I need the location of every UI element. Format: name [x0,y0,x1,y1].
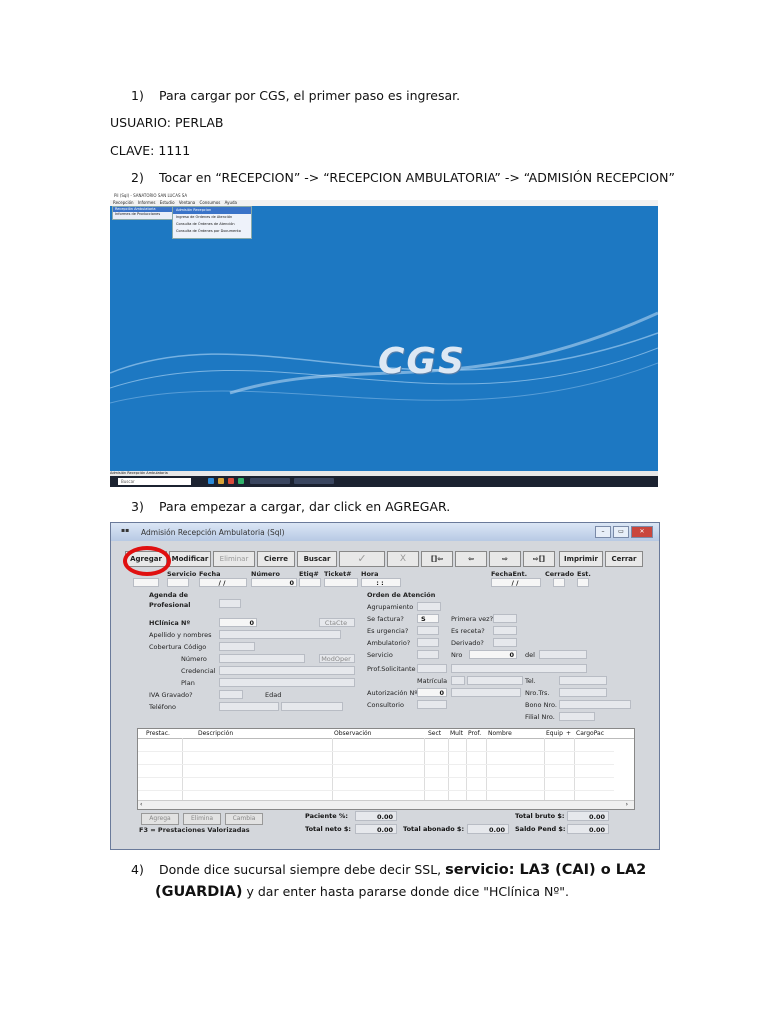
menu-item-consulta-ordenes[interactable]: Consulta de Órdenes de Atención [176,222,235,226]
autorizacion-field[interactable]: 0 [417,688,447,697]
cobertura-label: Cobertura Código [149,643,207,651]
servicio-ord-label: Servicio [367,651,393,659]
hclinica-field[interactable]: 0 [219,618,257,627]
col-prof: Prof. [468,730,482,737]
agrupamiento-field[interactable] [417,602,441,611]
agregar-highlight-circle [123,546,171,576]
sefactura-field[interactable]: S [417,614,439,623]
last-record-icon[interactable]: ⇨[] [523,551,555,567]
autorizacion-field-2[interactable] [451,688,521,697]
tel-label: Tel. [525,677,536,685]
step-text-b: servicio: LA3 (CAI) o LA2 [445,862,647,878]
step-text-a: Donde dice sucursal siempre debe decir SSL, [158,862,446,877]
col-sect: Sect [428,730,442,737]
fecha-field[interactable]: / / [199,578,247,587]
totalbruto-value: 0.00 [567,811,609,821]
urgencia-label: Es urgencia? [367,627,409,635]
derivado-label: Derivado? [451,639,484,647]
step-text: Para cargar por CGS, el primer paso es ingresar. [158,88,461,103]
bono-field[interactable] [559,700,631,709]
ticket-field[interactable] [324,578,358,587]
menu-item-ingreso-ordenes[interactable]: Ingreso de Ordenes de Atención [176,215,233,219]
cobertura-field[interactable] [219,642,255,651]
grid-divider [466,738,467,801]
admision-window-screenshot [110,522,660,850]
taskbar-search[interactable]: Buscar [118,478,191,485]
window-titlebar [110,193,658,200]
apellido-label: Apellido y nombres [149,631,212,639]
derivado-field[interactable] [493,638,517,647]
confirm-icon[interactable]: ✓ [339,551,385,567]
window-controls [593,526,653,538]
sefactura-label: Se factura? [367,615,404,623]
step-2 [131,170,675,185]
saldo-label: Saldo Pend $: [515,825,566,833]
filial-field[interactable] [559,712,595,721]
cerrar-button[interactable]: Cerrar [605,551,643,567]
step-number: 2) [131,170,144,185]
clave-line: CLAVE: 1111 [110,143,191,158]
prof-solicitante-label: Prof.Solicitante [367,665,416,673]
profesional-label: Profesional [149,601,191,609]
orden-atencion-label: Orden de Atención [367,591,436,599]
matricula-field[interactable] [451,676,465,685]
cerrado-label: Cerrado [545,570,575,578]
hora-label: Hora [361,570,379,578]
grid-row-line [138,764,614,765]
est-label: Est. [577,570,591,578]
totalbruto-label: Total bruto $: [515,812,565,820]
etiq-label: Etiq# [299,570,319,578]
agregar-button[interactable]: Agregar [125,551,167,567]
fecha-label: Fecha [199,570,221,578]
first-record-icon[interactable]: []⇦ [421,551,453,567]
step-number: 3) [131,499,144,514]
agrega-button[interactable]: Agrega [141,813,179,825]
window-title: Pil (Sql) - SANATORIO SAN LUCAS SA [114,193,188,198]
modoper-button[interactable]: ModOper [319,654,355,663]
receta-field[interactable] [493,626,517,635]
ambulatorio-field[interactable] [417,638,439,647]
del-field[interactable] [539,650,587,659]
menu-ayuda[interactable]: Ayuda [224,200,237,205]
grid-divider [448,738,449,801]
totalabonado-value: 0.00 [467,824,509,834]
cambia-button[interactable]: Cambia [225,813,263,825]
tel-field[interactable] [559,676,607,685]
apellido-field[interactable] [219,630,341,639]
modificar-button[interactable]: Modificar [169,551,211,567]
col-equip: Equip [546,730,563,737]
nro-trs-field[interactable] [559,688,607,697]
receta-label: Es receta? [451,627,485,635]
menu-recepcion[interactable]: Recepción [113,200,134,205]
step-4 [131,862,646,878]
ambulatorio-label: Ambulatorio? [367,639,411,647]
f3-hint: F3 = Prestaciones Valorizadas [139,826,250,834]
numero-cob-label: Número [181,655,207,663]
recepcion-dropdown [112,206,174,220]
telefono-field-1[interactable] [219,702,279,711]
etiq-field[interactable] [299,578,321,587]
menu-estudio[interactable]: Estudio [159,200,175,205]
servicio-field[interactable] [167,578,189,587]
urgencia-field[interactable] [417,626,439,635]
numero-cob-field[interactable] [219,654,305,663]
col-plus: + [566,730,572,737]
iva-dropdown[interactable] [219,690,243,699]
window-titlebar [111,523,659,541]
consultorio-label: Consultorio [367,701,404,709]
step-text-c: (GUARDIA) [155,884,243,900]
est-field[interactable] [577,578,589,587]
cgs-logo: CGS [378,341,466,382]
elimina-button[interactable]: Elimina [183,813,221,825]
grid-row-line [138,777,614,778]
totalneto-value: 0.00 [355,824,397,834]
paciente-label: Paciente %: [305,812,348,820]
step-3 [131,499,450,514]
plan-label: Plan [181,679,195,687]
agrupamiento-label: Agrupamiento [367,603,414,611]
horizontal-scrollbar[interactable] [138,800,634,809]
servicio-ord-field[interactable] [417,650,439,659]
cierre-button[interactable]: Cierre [257,551,295,567]
col-mult: Mult [450,730,463,737]
grid-header [138,729,634,739]
primera-vez-label: Primera vez? [451,615,494,623]
scroll-left-icon[interactable]: ‹ [140,801,143,808]
ticket-label: Ticket# [324,570,352,578]
saldo-value: 0.00 [567,824,609,834]
servicio-label: Servicio [167,570,197,578]
nro-trs-label: Nro.Trs. [525,689,550,697]
windows-taskbar [110,476,658,487]
primera-vez-field[interactable] [493,614,517,623]
taskbar-window-button[interactable] [294,478,334,484]
minimize-icon[interactable]: – [595,526,611,538]
menu-informes[interactable]: Informes [137,200,156,205]
grid-row-line [138,751,614,752]
col-cargopac: CargoPac [576,730,605,737]
fechaent-label: FechaEnt. [491,570,528,578]
ambulatoria-submenu [172,206,252,239]
menu-ventana[interactable]: Ventana [178,200,196,205]
step-1 [131,88,460,103]
imprimir-button[interactable]: Imprimir [559,551,603,567]
step-text: Tocar en “RECEPCION” -> “RECEPCION AMBULATORIA” -> “ADMISIÓN RECEPCION” [158,170,675,185]
status-bar: Admisión Recepción Ambulatoria [110,471,658,476]
menu-item-informes-producciones[interactable]: Informes de Producciones [115,212,161,216]
paciente-value: 0.00 [355,811,397,821]
cerrado-field[interactable] [553,578,565,587]
grid-divider [574,738,575,801]
filial-label: Filial Nro. [525,713,555,721]
ctacte-button[interactable]: CtaCte [319,618,355,627]
consultorio-field[interactable] [417,700,447,709]
prestaciones-grid[interactable] [137,728,635,810]
maximize-icon[interactable]: ▭ [613,526,629,538]
prev-record-icon[interactable]: ⇦ [455,551,487,567]
toolbar [125,551,641,567]
menu-consumos[interactable]: Consumos [199,200,221,205]
scroll-right-icon[interactable]: › [625,801,628,808]
profesional-field[interactable] [219,599,241,608]
autorizacion-label: Autorización Nº [367,689,418,697]
grid-divider [424,738,425,801]
window-title: Admisión Recepción Ambulatoria (Sql) [141,528,285,537]
prof-solicitante-name[interactable] [451,664,587,673]
menu-item-admision-recepcion[interactable]: Admisión Recepcion [173,207,251,214]
close-icon[interactable]: ✕ [631,526,653,538]
col-nombre: Nombre [488,730,512,737]
nro-field[interactable]: 0 [469,650,517,659]
eliminar-button[interactable]: Eliminar [213,551,255,567]
col-observacion: Observación [334,730,372,737]
fechaent-field[interactable]: / / [491,578,541,587]
credencial-label: Credencial [181,667,216,675]
app-icon: ▪▪ [121,527,130,534]
matricula-label: Matrícula [417,677,448,685]
grid-row-line [138,790,614,791]
edad-label: Edad [265,691,282,699]
menu-item-consulta-documento[interactable]: Consulta de Órdenes por Documento [176,229,241,233]
col-descripcion: Descripción [198,730,234,737]
step-text: Para empezar a cargar, dar click en AGREGAR. [158,499,451,514]
taskbar-app-icon[interactable] [228,478,234,484]
step-text-d: y dar enter hasta pararse donde dice "HClínica Nº". [242,884,569,899]
grid-divider [332,738,333,801]
next-record-icon[interactable]: ⇨ [489,551,521,567]
grid-divider [544,738,545,801]
step-number: 4) [131,862,144,877]
agenda-label: Agenda de [149,591,189,599]
totalneto-label: Total neto $: [305,825,352,833]
usuario-line: USUARIO: PERLAB [110,115,224,130]
matricula-field-2[interactable] [467,676,523,685]
col-prestac: Prestac. [146,730,170,737]
step-4-line-2 [155,884,569,900]
numero-label: Número [251,570,280,578]
hclinica-label: HClínica Nº [149,619,191,627]
menu-item-recepcion-ambulatoria[interactable]: Recepción Ambulatoria [113,207,173,212]
credencial-field[interactable] [219,666,355,675]
telefono-field-2[interactable] [281,702,343,711]
totalabonado-label: Total abonado $: [403,825,465,833]
folder-icon[interactable] [218,478,224,484]
grid-divider [182,738,183,801]
grid-divider [486,738,487,801]
iva-label: IVA Gravado? [149,691,193,699]
cancel-icon[interactable]: X [387,551,419,567]
taskbar-app-icon[interactable] [208,478,214,484]
prof-solicitante-field[interactable] [417,664,447,673]
del-label: del [525,651,535,659]
plan-field[interactable] [219,678,355,687]
numero-field[interactable]: 0 [251,578,297,587]
sucursal-field[interactable] [133,578,159,587]
taskbar-app-icon[interactable] [238,478,244,484]
taskbar-window-button[interactable] [250,478,290,484]
cgs-main-window-screenshot [110,193,658,487]
hora-field[interactable]: : : [361,578,401,587]
bono-label: Bono Nro. [525,701,557,709]
step-number: 1) [131,88,144,103]
buscar-button[interactable]: Buscar [297,551,337,567]
nro-label: Nro [451,651,463,659]
telefono-label: Teléfono [149,703,177,711]
